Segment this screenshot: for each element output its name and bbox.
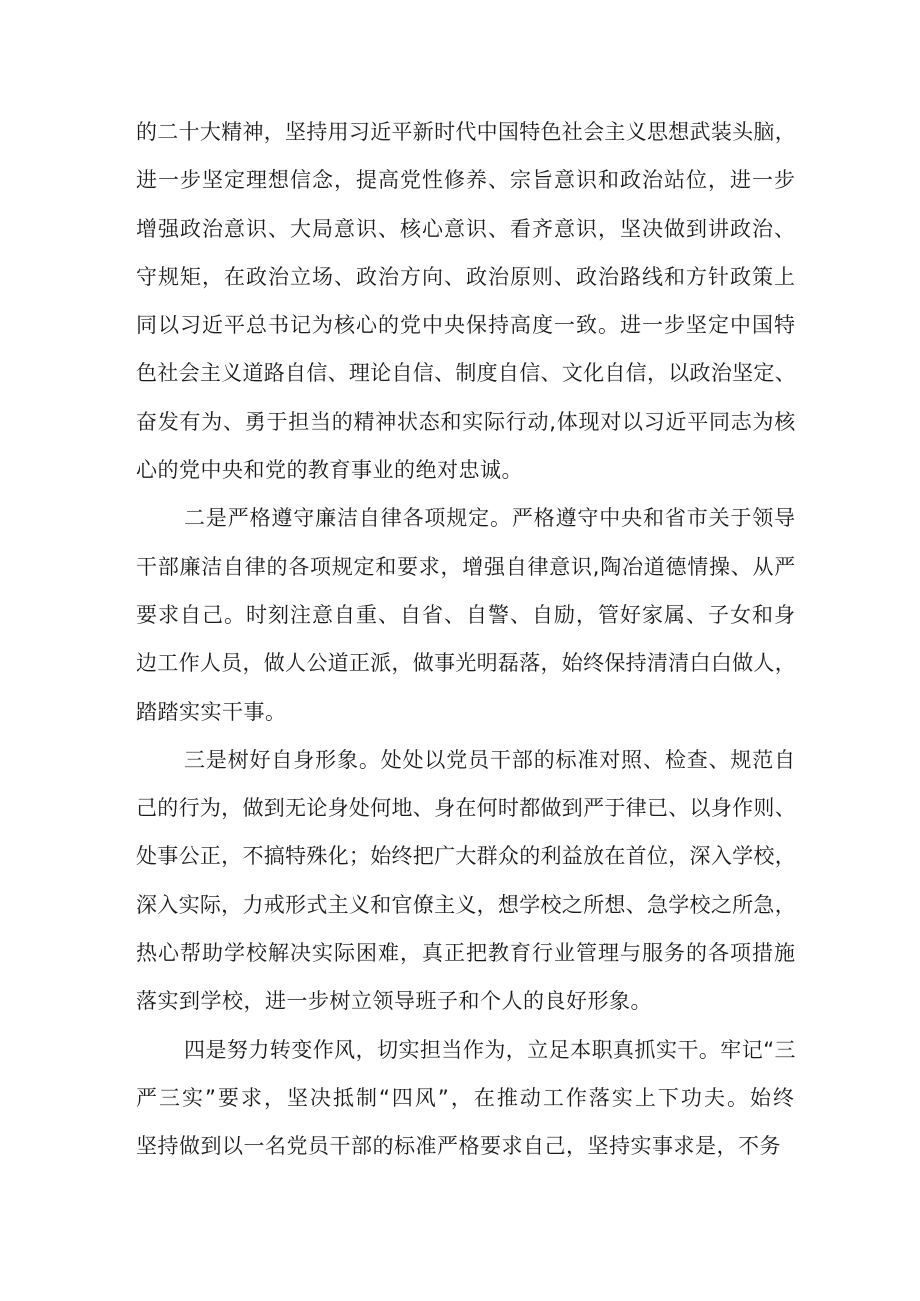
text-line: 热心帮助学校解决实际困难，真正把教育行业管理与服务的各项措施 [136, 941, 796, 966]
text-line: 进一步坚定理想信念，提高党性修养、宗旨意识和政治站位，进一步 [136, 168, 796, 193]
text-line: 守规矩，在政治立场、政治方向、政治原则、政治路线和方针政策上 [136, 264, 796, 289]
paragraph-first-line: 四是努力转变作风，切实担当作为，立足本职真抓实干。牢记“三 [184, 1037, 796, 1062]
document-body [136, 108, 796, 1171]
text-line: 的二十大精神，坚持用习近平新时代中国特色社会主义思想武装头脑， [136, 120, 796, 144]
text-line: 严三实”要求，坚决抵制“四风”，在推动工作落实上下功夫。始终 [136, 1085, 796, 1110]
text-line: 心的党中央和党的教育事业的绝对忠诚。 [136, 458, 523, 483]
text-line: 色社会主义道路自信、理论自信、制度自信、文化自信，以政治坚定、 [136, 361, 796, 386]
text-line: 处事公正，不搞特殊化；始终把广大群众的利益放在首位，深入学校， [136, 844, 796, 869]
text-line: 落实到学校，进一步树立领导班子和个人的良好形象。 [136, 989, 652, 1014]
text-line: 边工作人员，做人公道正派，做事光明磊落，始终保持清清白白做人， [136, 651, 796, 676]
text-line: 要求自己。时刻注意自重、自省、自警、自励，管好家属、子女和身 [136, 602, 796, 627]
text-line: 己的行为，做到无论身处何地、身在何时都做到严于律已、以身作则、 [136, 796, 796, 821]
paragraph-first-line: 二是严格遵守廉洁自律各项规定。严格遵守中央和省市关于领导 [184, 506, 796, 531]
text-line: 干部廉洁自律的各项规定和要求，增强自律意识,陶冶道德情操、从严 [136, 554, 796, 579]
text-line: 增强政治意识、大局意识、核心意识、看齐意识，坚决做到讲政治、 [136, 216, 796, 241]
text-line: 坚持做到以一名党员干部的标准严格要求自己，坚持实事求是，不务 [136, 1134, 781, 1159]
paragraph-first-line: 三是树好自身形象。处处以党员干部的标准对照、检查、规范自 [184, 747, 796, 772]
text-line: 深入实际，力戒形式主义和官僚主义，想学校之所想、急学校之所急， [136, 892, 796, 917]
text-line: 奋发有为、勇于担当的精神状态和实际行动,体现对以习近平同志为核 [136, 409, 796, 434]
text-line: 同以习近平总书记为核心的党中央保持高度一致。进一步坚定中国特 [136, 313, 796, 338]
text-line: 踏踏实实干事。 [136, 699, 287, 724]
